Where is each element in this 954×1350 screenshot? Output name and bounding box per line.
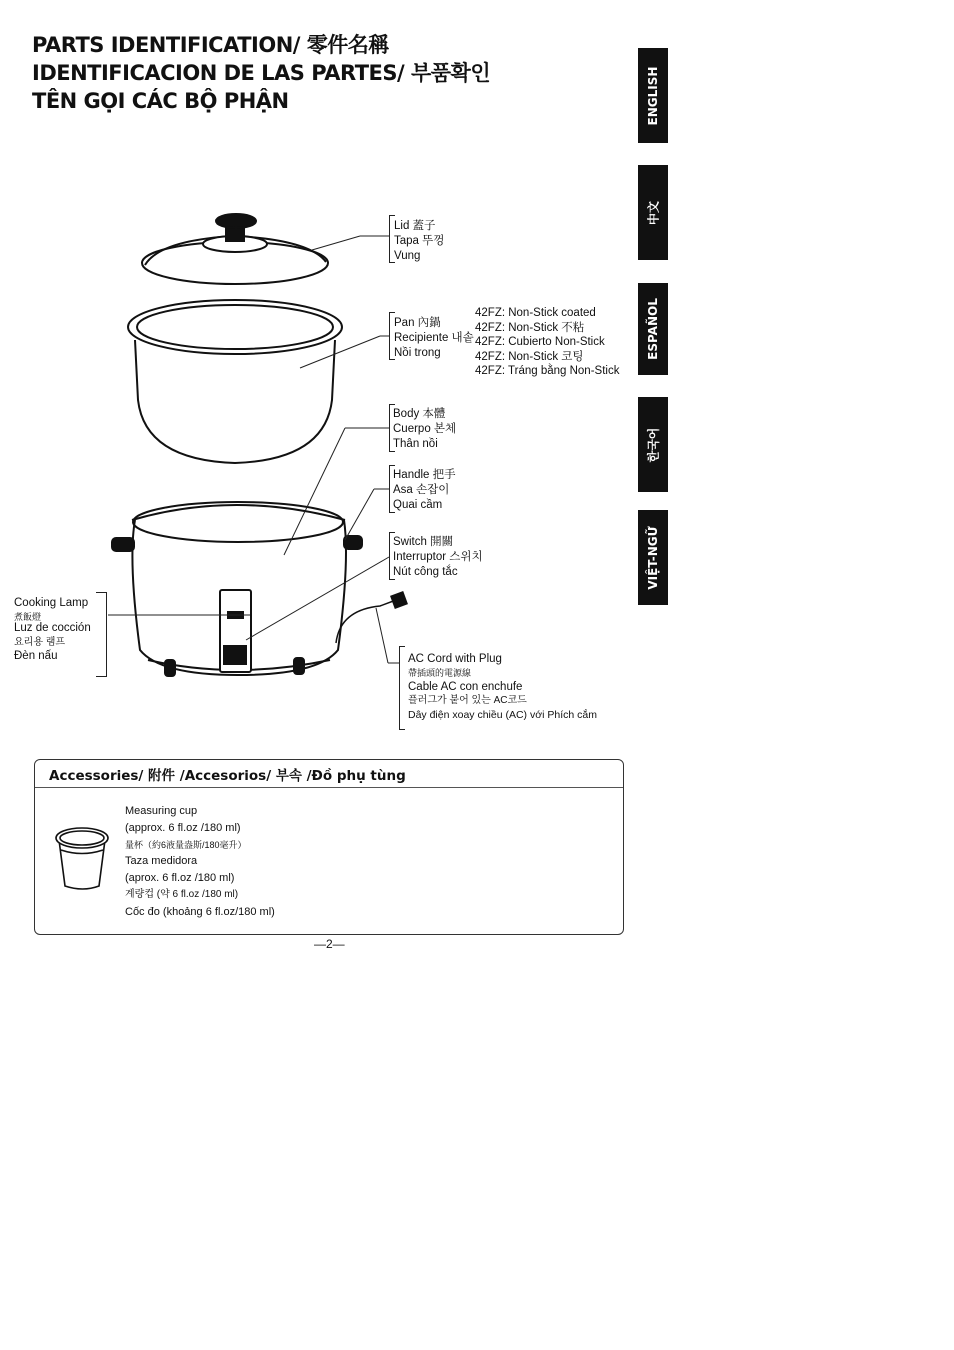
lid-vi: Vung: [394, 250, 421, 262]
tab-chinese-label: 中文: [646, 200, 661, 225]
pan-note-4: 42FZ: Non-Stick 코팅: [475, 350, 584, 363]
switch-es: Interruptor 스위치: [393, 551, 483, 563]
acc-item-2: (approx. 6 fl.oz /180 ml): [125, 821, 241, 834]
title-line-1: PARTS IDENTIFICATION/ 零件名稱: [32, 33, 389, 57]
cord-zh: 帶插頭的電源線: [408, 668, 472, 678]
acc-item-6: 계량컵 (약 6 fl.oz /180 ml): [125, 888, 239, 900]
title-line-3: TÊN GỌI CÁC BỘ PHẬN: [32, 89, 289, 113]
lid-en: Lid 蓋子: [394, 220, 436, 232]
lamp-es: Luz de cocción: [14, 622, 91, 634]
acc-item-3: 量杯（約6液量盎斯/180毫升）: [125, 839, 247, 850]
acc-item-5: (aprox. 6 fl.oz /180 ml): [125, 872, 235, 885]
label-switch: [393, 535, 483, 580]
body-es: Cuerpo 본체: [393, 423, 457, 435]
cord-es: Cable AC con enchufe: [408, 681, 523, 693]
label-cooking-lamp: [14, 596, 91, 663]
cord-en: AC Cord with Plug: [408, 653, 502, 665]
body-illustration: [112, 502, 407, 676]
tab-korean-label: 한국어: [646, 427, 661, 462]
accessories-section: [34, 759, 624, 935]
accessories-list: [125, 803, 275, 921]
body-en: Body 本體: [393, 408, 446, 420]
cord-vi: Dây điện xoay chiều (AC) với Phích cắm: [408, 709, 597, 721]
pan-illustration: [128, 300, 342, 463]
switch-vi: Nút công tắc: [393, 566, 458, 578]
accessories-header: [35, 760, 623, 788]
pan-en: Pan 內鍋: [394, 317, 441, 329]
lamp-zh: 煮飯燈: [14, 612, 42, 622]
acc-item-7: Cốc đo (khoảng 6 fl.oz/180 ml): [125, 905, 275, 918]
lamp-ko: 요리용 램프: [14, 637, 66, 648]
accessories-title: Accessories/ 附件 /Accesorios/ 부속 /Đồ phụ tùng: [49, 768, 406, 784]
body-vi: Thân nồi: [393, 438, 438, 450]
label-body: [393, 407, 456, 452]
pan-note-5: 42FZ: Tráng bằng Non-Stick: [475, 365, 620, 377]
title-line-2: IDENTIFICACION DE LAS PARTES/ 부품확인: [32, 61, 491, 85]
handle-en: Handle 把手: [393, 469, 456, 481]
label-lid: [394, 219, 444, 264]
pan-note-2: 42FZ: Non-Stick 不粘: [475, 321, 585, 334]
page-number: —2—: [314, 937, 345, 951]
lamp-en: Cooking Lamp: [14, 597, 89, 609]
pan-coating-note: [475, 306, 619, 379]
tab-english-label: ENGLISH: [646, 66, 660, 125]
label-ac-cord: [408, 652, 597, 722]
acc-item-4: Taza medidora: [125, 855, 198, 868]
acc-item-1: Measuring cup: [125, 805, 198, 817]
tab-espanol-label: ESPAÑOL: [646, 298, 660, 360]
tab-vietnamese-label: VIỆT-NGỮ: [646, 525, 660, 590]
lid-illustration: [142, 214, 328, 284]
label-pan: [394, 316, 474, 361]
pan-vi: Nồi trong: [394, 347, 441, 359]
handle-vi: Quai cầm: [393, 499, 443, 511]
pan-note-3: 42FZ: Cubierto Non-Stick: [475, 336, 605, 348]
lamp-vi: Đèn nấu: [14, 650, 58, 662]
switch-en: Switch 開關: [393, 536, 454, 548]
lid-es: Tapa 뚜껑: [394, 235, 445, 247]
cord-ko: 플러그가 붙어 있는 AC코드: [408, 695, 527, 706]
pan-es: Recipiente 내솥: [394, 332, 474, 344]
pan-note-1: 42FZ: Non-Stick coated: [475, 307, 596, 319]
handle-es: Asa 손잡이: [393, 484, 450, 496]
label-handle: [393, 468, 456, 513]
measuring-cup-icon: [51, 822, 131, 902]
